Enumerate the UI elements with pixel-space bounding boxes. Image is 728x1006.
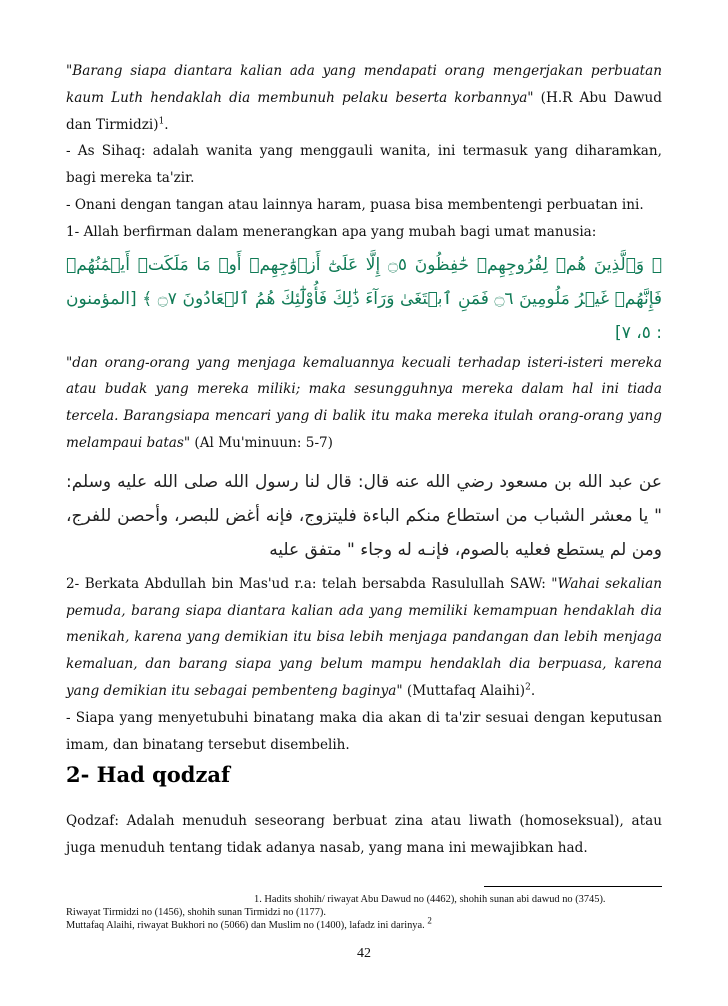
section-heading: 2- Had qodzaf [66, 762, 231, 788]
paragraph-liwath-hadith [66, 58, 662, 138]
verse-source: (Al Mu'minuun: 5-7) [190, 434, 333, 451]
footnote-2-mark: 2 [427, 915, 432, 926]
paragraph-onani: - Onani dengan tangan atau lainnya haram, puasa bisa membentengi perbuatan ini. [66, 196, 644, 213]
paragraph-qodzaf: Qodzaf: Adalah menuduh seseorang berbuat zina atau liwath (homoseksual), atau juga menuduh tentang tidak adanya nasab, yang mana ini mewajibkan had. [66, 812, 662, 856]
footnote-1-line-1: 1. Hadits shohih/ riwayat Abu Dawud no (4462), shohih sunan abi dawud no (3745). [254, 894, 606, 905]
footnote-1-line-2: Riwayat Tirmidzi no (1456), shohih sunan Tirmidzi no (1177). [66, 907, 326, 918]
sentence-end: . [530, 682, 536, 699]
paragraph-sihaq: - As Sihaq: adalah wanita yang menggauli wanita, ini termasuk yang diharamkan, bagi mereka ta'zir. [66, 143, 662, 187]
page-body [66, 58, 662, 861]
hadith-arabic: عن عبد الله بن مسعود رضي الله عنه قال: قال لنا رسول الله صلى الله عليه وسلم: " يا معشر الشباب من استطاع منكم الباءة فليتزوج، فإنه أغض للبصر، وأحصن للفرج، ومن لم يستطع فعليه بالصوم، فإنـه له وجاء " متفق عليه [66, 471, 662, 560]
hadith-translation-quote: "Barang siapa diantara kalian ada yang mendapati orang mengerjakan perbuatan kaum Luth hendaklah dia membunuh pelaku beserta korbannya" [66, 63, 662, 106]
paragraph-allah-berfirman: 1- Allah berfirman dalam menerangkan apa yang mubah bagi umat manusia: [66, 223, 597, 240]
verse-translation-quote: "dan orang-orang yang menjaga kemaluannya kecuali terhadap isteri-isteri mereka atau budak yang mereka miliki; maka sesungguhnya mereka dalam hal ini tiada tercela. Barangsiapa mencari yang di balik itu maka mereka itulah orang-orang yang melampaui batas" [66, 354, 662, 451]
footnote-2 [66, 915, 662, 932]
paragraph-verse-translation [66, 350, 662, 457]
sentence-end: . [164, 116, 169, 133]
hadith-source: (H.R Abu Dawud dan Tirmidzi) [66, 89, 662, 133]
hadith-lead: 2- Berkata Abdullah bin Mas'ud r.a: telah bersabda Rasulullah SAW: [66, 575, 552, 592]
hadith-source: (Muttafaq Alaihi) [402, 682, 526, 699]
footnotes [66, 893, 662, 932]
footnote-2-text: Muttafaq Alaihi, riwayat Bukhori no (5066) dan Muslim no (1400), lafadz ini darinya. [66, 920, 425, 931]
footnote-ref-1: 1 [158, 116, 165, 127]
hadith-translation-quote: "Wahai sekalian pemuda, barang siapa diantara kalian ada yang memiliki kemampuan hendaklah dia menikah, karena yang demikian itu bisa lebih menjaga pandangan dan lebih menjaga kemaluan, dan barang siapa yang belum mampu hendaklah dia berpuasa, karena yang demikian itu sebagai pembenteng baginya" [66, 575, 663, 699]
page-number: 42 [357, 946, 371, 961]
paragraph-binatang: - Siapa yang menyetubuhi binatang maka dia akan di ta'zir sesuai dengan keputusan imam, dan binatang tersebut disembelih. [66, 709, 662, 753]
quran-verse-arabic: ﴿ وَٱلَّذِينَ هُمۡ لِفُرُوجِهِمۡ حَٰفِظُونَ ۝٥ إِلَّا عَلَىٰٓ أَزۡوَٰجِهِمۡ أَوۡ مَا مَلَكَتۡ أَيۡمَٰنُهُمۡ فَإِنَّهُمۡ غَيۡرُ مَلُومِينَ ۝٦ فَمَنِ ٱبۡتَغَىٰ وَرَآءَ ذَٰلِكَ فَأُوْلَٰٓئِكَ هُمُ ٱلۡعَادُونَ ۝٧ ﴾ [المؤمنون : ٥، ٧] [66, 254, 662, 343]
footnote-divider [484, 886, 662, 887]
footnote-ref-2: 2 [525, 682, 531, 693]
paragraph-ibnu-masud [66, 571, 662, 705]
